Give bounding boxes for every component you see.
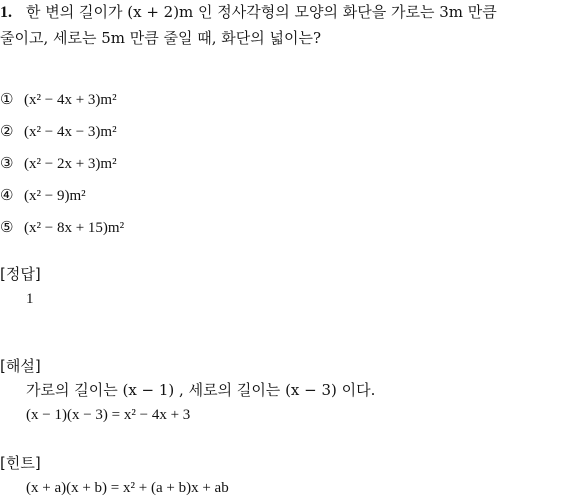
question-text-2: 줄이고, 세로는 5m 만큼 줄일 때, 화단의 넓이는? (0, 29, 322, 47)
choice-5[interactable] (0, 217, 124, 238)
choice-1-number: ① (0, 90, 14, 108)
choice-3[interactable] (0, 153, 117, 174)
choice-3-number: ③ (0, 154, 14, 172)
explanation-line-2: (x − 1)(x − 3) = x² − 4x + 3 (26, 407, 191, 423)
choice-1[interactable] (0, 89, 117, 110)
explanation-line-1: 가로의 길이는 (x − 1) , 세로의 길이는 (x − 3) 이다. (26, 381, 376, 399)
explanation-label: [해설] (0, 357, 41, 375)
choice-2-expr: (x² − 4x − 3)m² (24, 124, 117, 140)
choice-2-number: ② (0, 122, 14, 140)
answer-label: [정답] (0, 265, 41, 283)
choice-1-expr: (x² − 4x + 3)m² (24, 92, 117, 108)
hint-label: [힌트] (0, 454, 41, 472)
question-line-1 (0, 2, 497, 23)
choice-2[interactable] (0, 121, 117, 142)
hint-line-1: (x + a)(x + b) = x² + (a + b)x + ab (26, 480, 229, 496)
choice-4[interactable] (0, 185, 86, 206)
question-text-1: 한 변의 길이가 (x + 2)m 인 정사각형의 모양의 화단을 가로는 3m 만큼 (26, 3, 497, 21)
answer-value: 1 (26, 291, 34, 307)
choice-5-number: ⑤ (0, 218, 14, 236)
choice-3-expr: (x² − 2x + 3)m² (24, 156, 117, 172)
question-line-2 (0, 28, 321, 48)
choice-5-expr: (x² − 8x + 15)m² (24, 220, 125, 236)
choice-4-number: ④ (0, 186, 14, 204)
choice-4-expr: (x² − 9)m² (24, 188, 86, 204)
question-number: 1. (0, 4, 12, 21)
